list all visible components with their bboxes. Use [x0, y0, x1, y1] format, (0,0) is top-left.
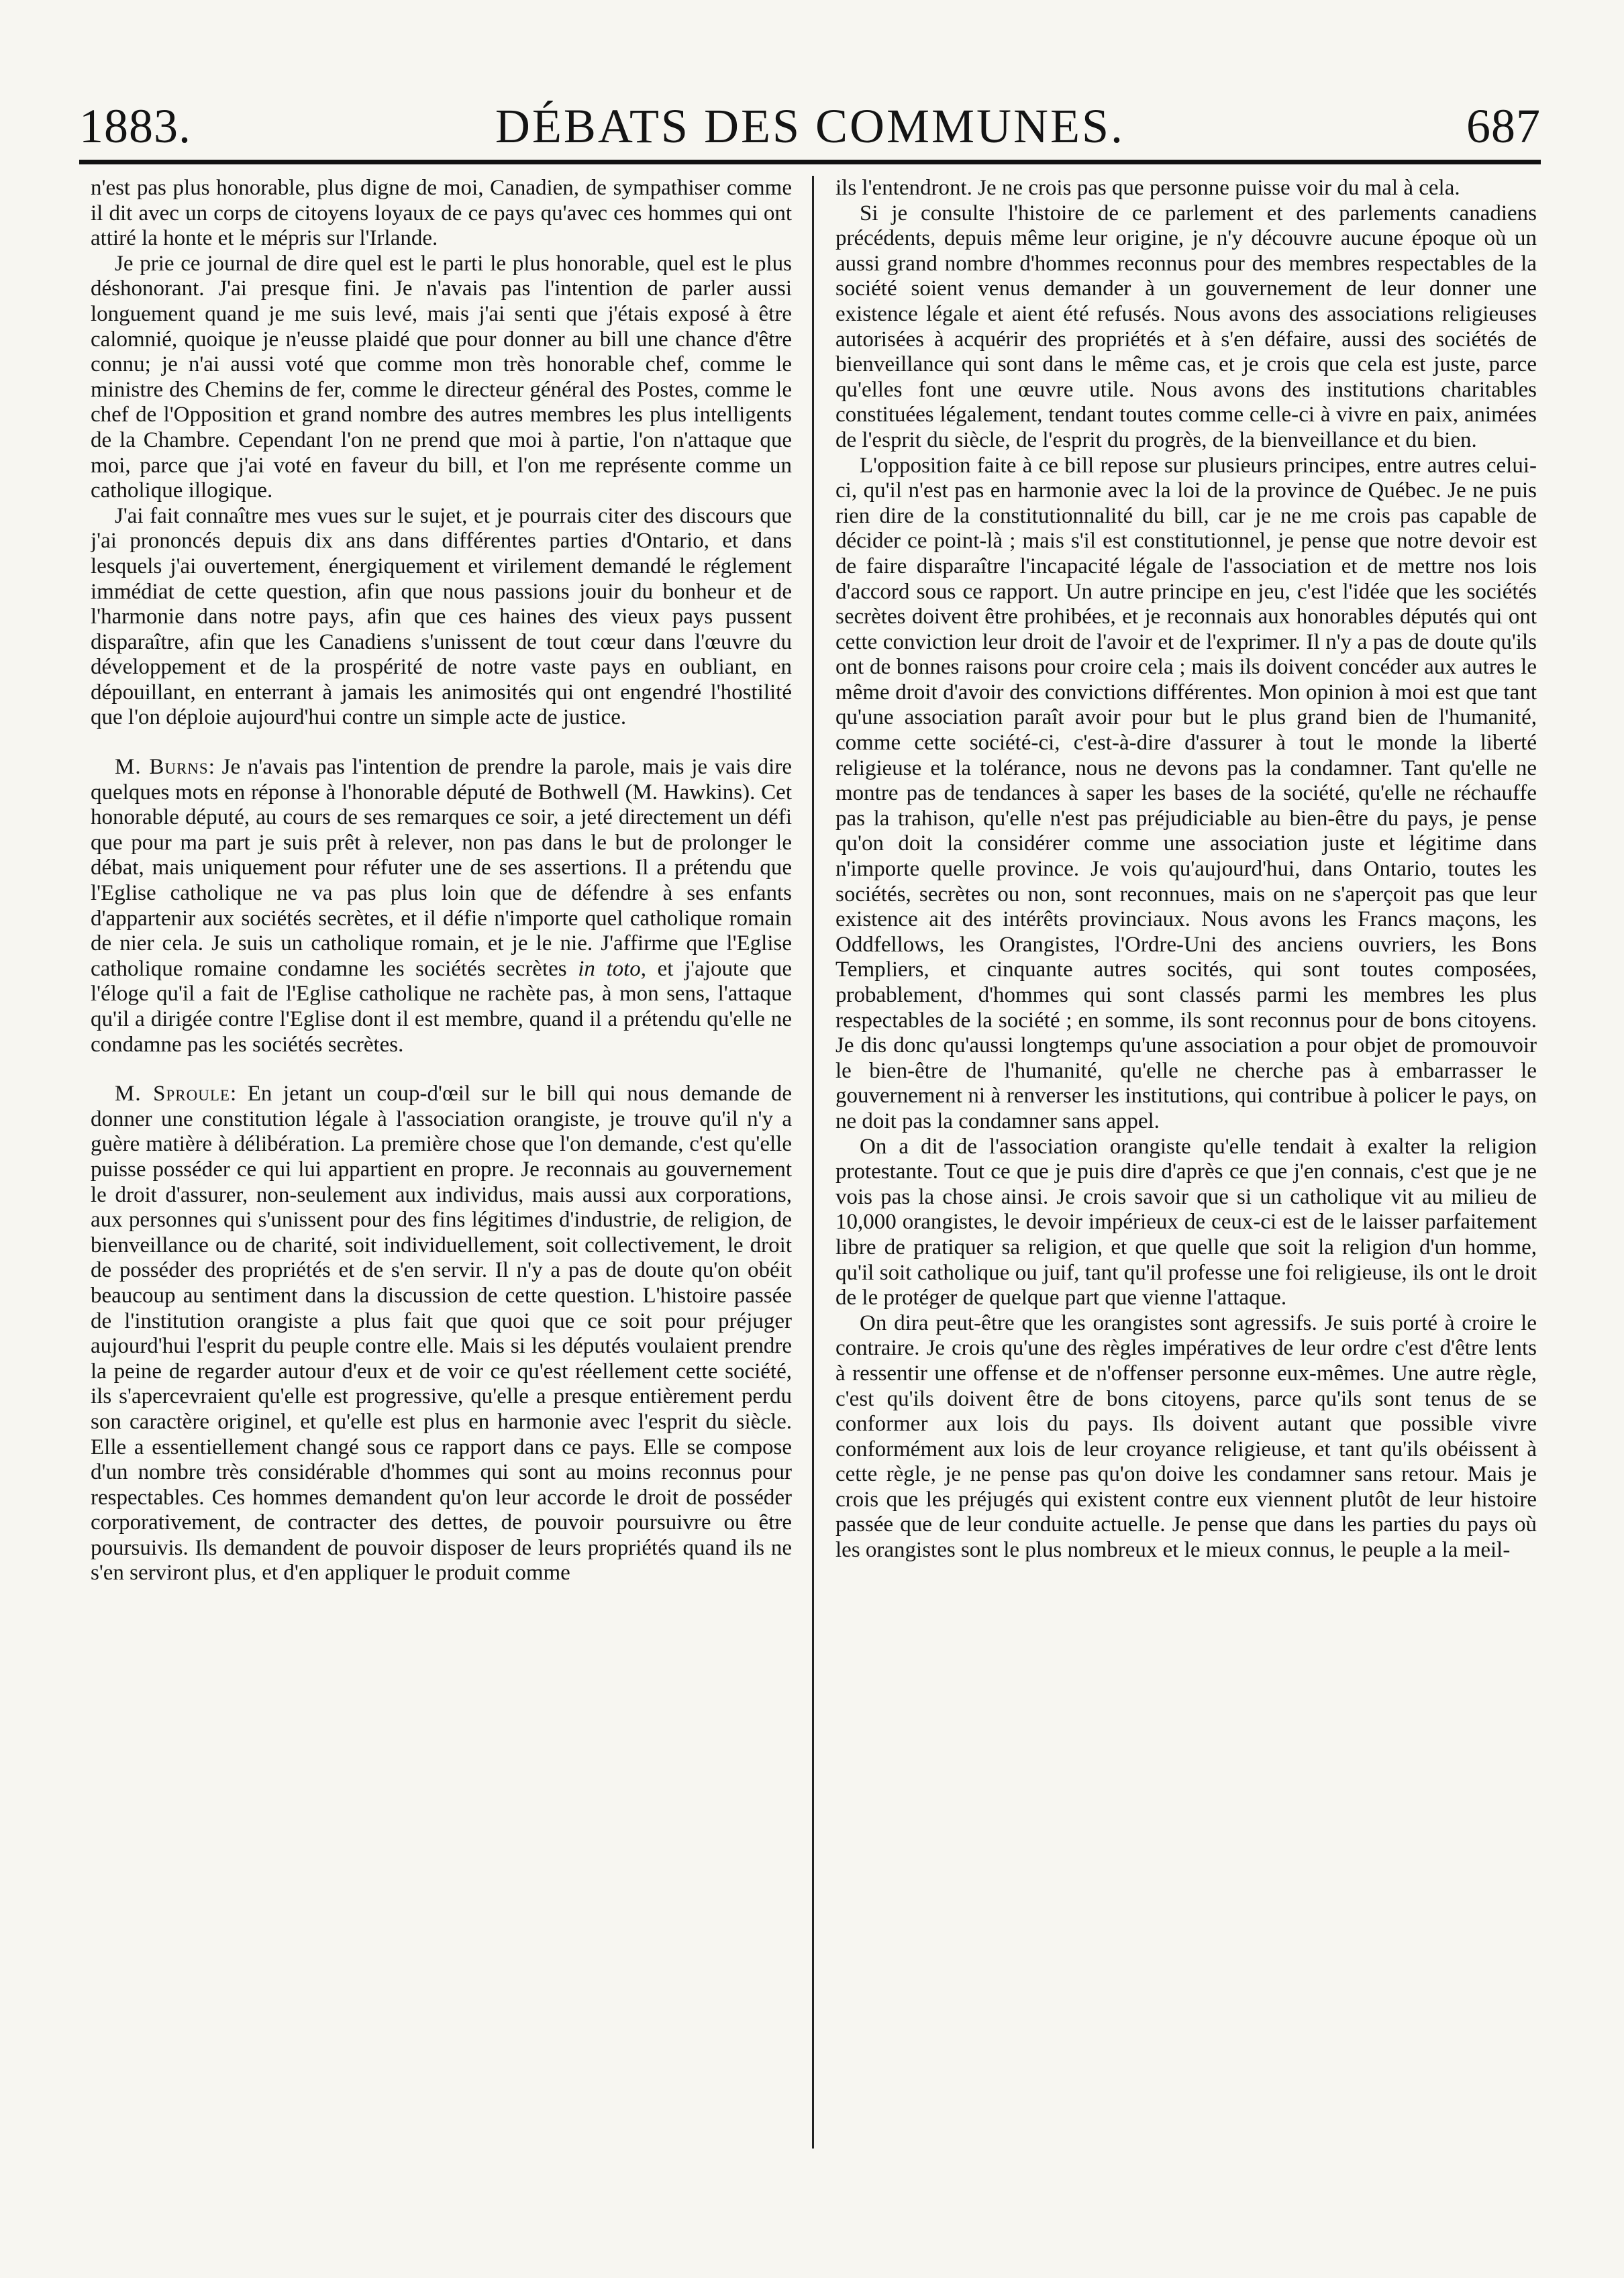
- right-paragraph-1: ils l'entendront. Je ne crois pas que personne puisse voir du mal à cela.: [835, 176, 1460, 200]
- sproule-speech-text: : En jetant un coup-d'œil sur le bill qui nous demande de donner une constitution légale à l'association orangiste, je trouve qu'il n'y a guère matière à délibération. La première chose que l'on demande, c'est qu'elle puisse posséder ce qui lui appartient en propre. Je reconnais au gouvernement le droit d'assurer, non-seulement aux individus, mais aussi aux corporations, aux personnes qui s'unissent pour des fins légitimes d'industrie, de religion, de bienveillance ou de charité, soit individuellement, soit collectivement, le droit de posséder des propriétés et de s'en servir. Il n'y a pas de doute qu'on obéit beaucoup au sentiment dans la discussion de cette question. L'histoire passée de l'institution orangiste a plus fait que quoi que ce soit pour préjuger aujourd'hui l'esprit du peuple contre elle. Mais si les députés voulaient prendre la peine de regarder autour d'eux et de voir ce qu'est réellement cette société, ils s'apercevraient qu'elle est progressive, qu'elle a presque entièrement perdu son caractère originel, et qu'elle est plus en harmonie avec l'esprit du siècle. Elle a essentiellement changé sous ce rapport dans ce pays. Elle se compose d'un nombre très considérable d'hommes qui sont au moins reconnus pour respectables. Ces hommes demandent qu'on leur accorde le droit de posséder corporativement, de contracter des dettes, de pouvoir poursuivre ou être poursuivis. Ils demandent de pouvoir disposer de leurs propriétés quand ils ne s'en serviront plus, et d'en appliquer le produit comme: [91, 1082, 792, 1586]
- burns-speech-italic: in toto: [578, 956, 641, 981]
- header-year: 1883.: [79, 99, 191, 153]
- right-column: [835, 176, 1537, 2155]
- left-paragraph-2: Je prie ce journal de dire quel est le parti le plus honorable, quel est le plus déshonorant. J'ai presque fini. Je n'avais pas l'intention de parler aussi longuement quand je me suis levé, mais j'ai senti que j'étais exposé à être calomnié, quoique je n'eusse plaidé que pour donner au bill une chance d'être connu; je n'ai aussi voté que comme mon très honorable chef, comme le ministre des Chemins de fer, comme le directeur général des Postes, comme le chef de l'Opposition et grand nombre des autres membres les plus intelligents de la Chambre. Cependant l'on ne prend que moi à partie, l'on n'attaque que moi, parce que j'ai voté en faveur du bill, et l'on me représente comme un catholique illogique.: [91, 251, 792, 503]
- right-paragraph-5: On dira peut-être que les orangistes sont agressifs. Je suis porté à croire le contraire. Je crois qu'une des règles impératives de leur ordre c'est d'être lents à ressentir une offense et de n'offenser personne eux-mêmes. Une autre règle, c'est qu'ils doivent être de bons citoyens, parce qu'ils sont tenus de se conformer aux lois du pays. Ils doivent autant que possible vivre conformément aux lois de leur croyance religieuse, et tant qu'ils obéissent à cette règle, je ne pense pas qu'on doive les condamner sans retour. Mais je crois que les préjugés qui existent contre eux viennent plutôt de leur histoire passée que de leur conduite actuelle. Je pense que dans les parties du pays où les orangistes sont le plus nombreux et le mieux connus, le peuple a la meil-: [835, 1310, 1537, 1563]
- left-paragraph-3: J'ai fait connaître mes vues sur le sujet, et je pourrais citer des discours que j'ai prononcés depuis dix ans dans différentes parties d'Ontario, et dans lesquels j'ai ouvertement, énergiquement et virilement demandé le réglement immédiat de cette question, afin que nous passions jouir du bonheur et de l'harmonie dans notre pays, afin que ces haines des vieux pays pussent disparaître, afin que les Canadiens s'unissent de tout cœur dans l'œuvre du développement et de la prospérité de notre vaste pays en oubliant, en dépouillant, en enterrant à jamais les animosités qui ont engendré l'hostilité que l'on déploie aujourd'hui contre un simple acte de justice.: [91, 503, 792, 730]
- column-divider: [812, 176, 814, 2148]
- burns-speech-text-2: , et j'ajoute que l'éloge qu'il a fait de l'Eglise catholique ne rachète pas, à mon sens, l'attaque qu'il a dirigée contre l'Eglise dont il est membre, quand il a prétendu qu'elle ne condamne pas les sociétés secrètes.: [91, 956, 792, 1057]
- speaker-burns: M. Burns: [115, 755, 209, 780]
- left-column: [91, 176, 792, 2155]
- header-title: DÉBATS DES COMMUNES.: [495, 99, 1125, 153]
- speaker-sproule: M. Sproule: [115, 1082, 230, 1106]
- sproule-speech: [91, 1082, 792, 1586]
- burns-speech-text: : Je n'avais pas l'intention de prendre la parole, mais je vais dire quelques mots en réponse à l'honorable député de Bothwell (M. Hawkins). Cet honorable député, au cours de ses remarques ce soir, a jeté directement un défi que pour ma part je suis prêt à relever, non pas dans le but de prolonger le débat, mais uniquement pour réfuter une de ses assertions. Il a prétendu que l'Eglise catholique ne va pas plus loin que de défendre à ses enfants d'appartenir aux sociétés secrètes, et il défie n'importe quel catholique romain de nier cela. Je suis un catholique romain, et je le nie. J'affirme que l'Eglise catholique romaine condamne les sociétés secrètes: [91, 755, 792, 981]
- right-paragraph-4: On a dit de l'association orangiste qu'elle tendait à exalter la religion protestante. Tout ce que je puis dire d'après ce que j'en connais, c'est que je ne vois pas la chose ainsi. Je crois savoir que si un catholique vit au milieu de 10,000 orangistes, le devoir impérieux de ceux-ci est de le laisser parfaitement libre de pratiquer sa religion, et que quelle que soit la religion d'un homme, qu'il soit catholique ou juif, tant qu'il professe une foi religieuse, ils ont le droit de le protéger de quelque part que vienne l'attaque.: [835, 1134, 1537, 1310]
- header-rule: [79, 160, 1541, 164]
- burns-speech: [91, 755, 792, 1057]
- header-page-number: 687: [1466, 99, 1541, 153]
- right-paragraph-2: Si je consulte l'histoire de ce parlement et des parlements canadiens précédents, depuis même leur origine, je n'y découvre aucune époque où un aussi grand nombre d'hommes reconnus pour des membres respectables de la société soient venus demander à un gouvernement de leur donner une existence légale et aient été refusés. Nous avons des associations religieuses autorisées à acquérir des propriétés et à s'en défaire, aussi des sociétés de bienveillance qui sont dans le même cas, et je crois que cela est juste, parce qu'elles font une œuvre utile. Nous avons des institutions charitables constituées légalement, tendant toutes comme celle-ci à vivre en paix, animées de l'esprit du siècle, de l'esprit du progrès, de la bienveillance et du bien.: [835, 201, 1537, 452]
- right-paragraph-3: L'opposition faite à ce bill repose sur plusieurs principes, entre autres celui-ci, qu'il n'est pas en harmonie avec la loi de la province de Québec. Je ne puis rien dire de la constitutionnalité du bill, car je ne me crois pas capable de décider ce point-là ; mais s'il est constitutionnel, je pense que notre devoir est de faire disparaître l'incapacité légale de l'association et de mettre nos lois d'accord sous ce rapport. Un autre principe en jeu, c'est l'idée que les sociétés secrètes doivent être prohibées, et je reconnais aux honorables députés qui ont cette conviction leur droit de l'avoir et de l'exprimer. Il n'y a pas de doute qu'ils ont de bonnes raisons pour croire cela ; mais ils doivent concéder aux autres le même droit d'avoir des convictions différentes. Mon opinion à moi est que tant qu'une association paraît avoir pour but le plus grand bien de l'humanité, comme cette société-ci, c'est-à-dire d'assurer à tout le monde la liberté religieuse et la tolérance, nous ne devons pas la condamner. Tant qu'elle ne montre pas de tendances à saper les bases de la société, qu'elle ne réchauffe pas la trahison, qu'elle n'est pas préjudiciable au bien-être du pays, je pense qu'on doit la considérer comme une association juste et légitime dans n'importe quelle province. Je vois qu'aujourd'hui, dans Ontario, toutes les sociétés, secrètes ou non, sont reconnues, mais on ne s'aperçoit pas que leur existence ait des intérêts provinciaux. Nous avons les Francs maçons, les Oddfellows, les Orangistes, l'Ordre-Uni des anciens ouvriers, les Bons Templiers, et cinquante autres socités, qui sont toutes composées, probablement, d'hommes qui sont classés parmi les membres les plus respectables de la société ; en somme, ils sont reconnus pour de bons citoyens. Je dis donc qu'aussi longtemps qu'une association a pour objet de promouvoir le bien-être de l'humanité, qu'elle ne cherche pas à embarrasser le gouvernement ni à renverser les institutions, qui contribue à policer le pays, on ne doit pas la condamner sans appel.: [835, 453, 1537, 1133]
- left-paragraph-1: n'est pas plus honorable, plus digne de moi, Canadien, de sympathiser comme il dit avec un corps de citoyens loyaux de ce pays qu'avec ces hommes qui ont attiré la honte et le mépris sur l'Irlande.: [91, 176, 792, 251]
- page-header: [79, 99, 1541, 153]
